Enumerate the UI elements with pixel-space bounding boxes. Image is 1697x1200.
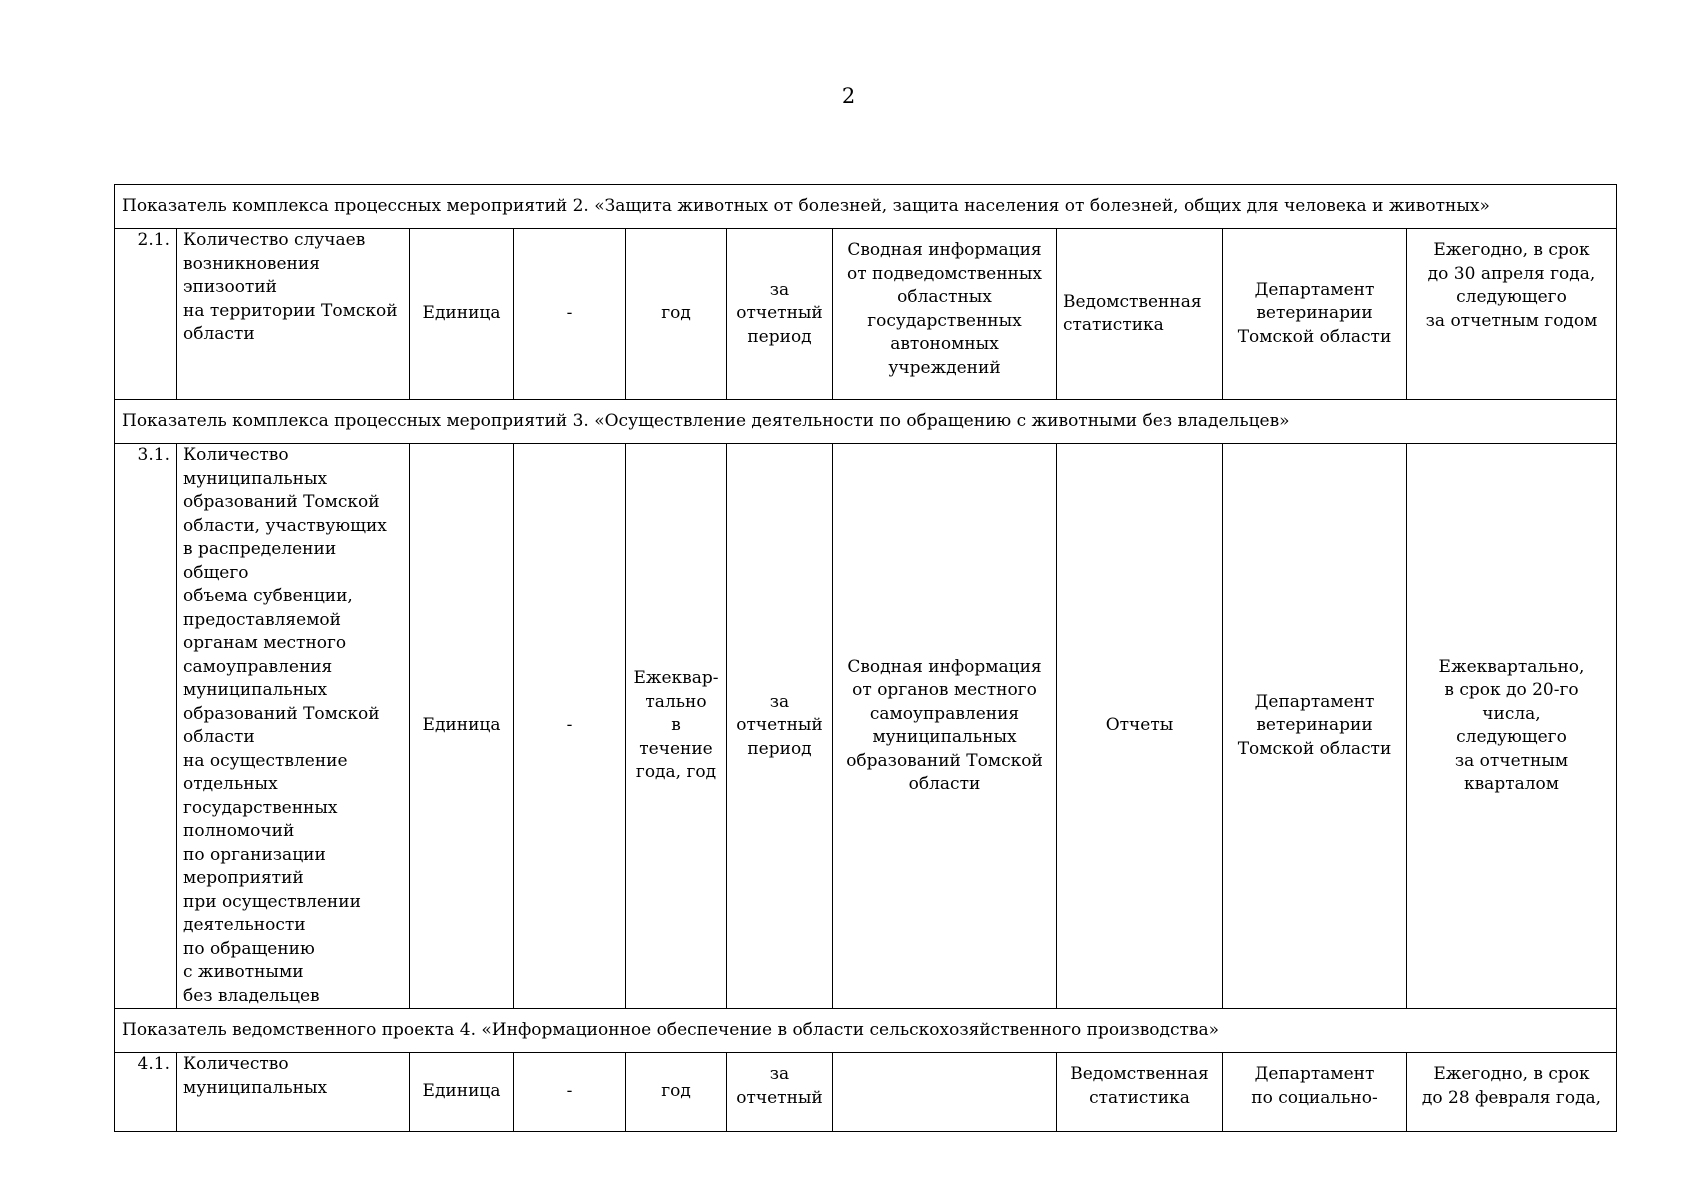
periodicity-cell: Ежеквар- тально в течение года, год [626, 444, 727, 1009]
periodicity-cell: год [626, 229, 727, 400]
responsible-cell: Департамент ветеринарии Томской области [1223, 444, 1407, 1009]
responsible-cell: Департамент по социально- [1223, 1053, 1407, 1132]
method-cell: Отчеты [1057, 444, 1223, 1009]
periodicity-cell: год [626, 1053, 727, 1132]
section-title-4: Показатель ведомственного проекта 4. «Информационное обеспечение в области сельскохозяйственного производства» [115, 1009, 1617, 1053]
dash-cell: - [514, 444, 626, 1009]
table-row [115, 1053, 1617, 1132]
indicator-name: Количество случаев возникновения эпизоотий на территории Томской области [177, 229, 410, 400]
period-cell: за отчетный период [727, 229, 833, 400]
dash-cell: - [514, 1053, 626, 1132]
page-number: 2 [841, 84, 856, 108]
row-number: 3.1. [115, 444, 177, 1009]
section-title-2: Показатель комплекса процессных мероприятий 2. «Защита животных от болезней, защита населения от болезней, общих для человека и животных» [115, 185, 1617, 229]
indicators-table [114, 184, 1617, 1132]
method-cell: Ведомственная статистика [1057, 1053, 1223, 1132]
unit-cell: Единица [410, 229, 514, 400]
period-cell: за отчетный [727, 1053, 833, 1132]
row-number: 4.1. [115, 1053, 177, 1132]
method-cell: Ведомственная статистика [1057, 229, 1223, 400]
section-row-4 [115, 1009, 1617, 1053]
deadline-cell: Ежеквартально, в срок до 20-го числа, следующего за отчетным кварталом [1407, 444, 1617, 1009]
table-row [115, 229, 1617, 400]
source-cell: Сводная информация от органов местного самоуправления муниципальных образований Томской области [833, 444, 1057, 1009]
source-cell: Сводная информация от подведомственных областных государственных автономных учреждений [833, 229, 1057, 400]
row-number: 2.1. [115, 229, 177, 400]
unit-cell: Единица [410, 444, 514, 1009]
source-cell [833, 1053, 1057, 1132]
responsible-cell: Департамент ветеринарии Томской области [1223, 229, 1407, 400]
period-cell: за отчетный период [727, 444, 833, 1009]
deadline-cell: Ежегодно, в срок до 30 апреля года, следующего за отчетным годом [1407, 229, 1617, 400]
table-row [115, 444, 1617, 1009]
section-row-3 [115, 400, 1617, 444]
section-row-2 [115, 185, 1617, 229]
unit-cell: Единица [410, 1053, 514, 1132]
indicator-name: Количество муниципальных образований Томской области, участвующих в распределении общего объема субвенции, предоставляемой органам местного самоуправления муниципальных образований Томской области на осуществление отдельных государственных полномочий по организации мероприятий при осуществлении деятельности по обращению с животными без владельцев [177, 444, 410, 1009]
deadline-cell: Ежегодно, в срок до 28 февраля года, [1407, 1053, 1617, 1132]
indicator-name: Количество муниципальных [177, 1053, 410, 1132]
dash-cell: - [514, 229, 626, 400]
section-title-3: Показатель комплекса процессных мероприятий 3. «Осуществление деятельности по обращению с животными без владельцев» [115, 400, 1617, 444]
